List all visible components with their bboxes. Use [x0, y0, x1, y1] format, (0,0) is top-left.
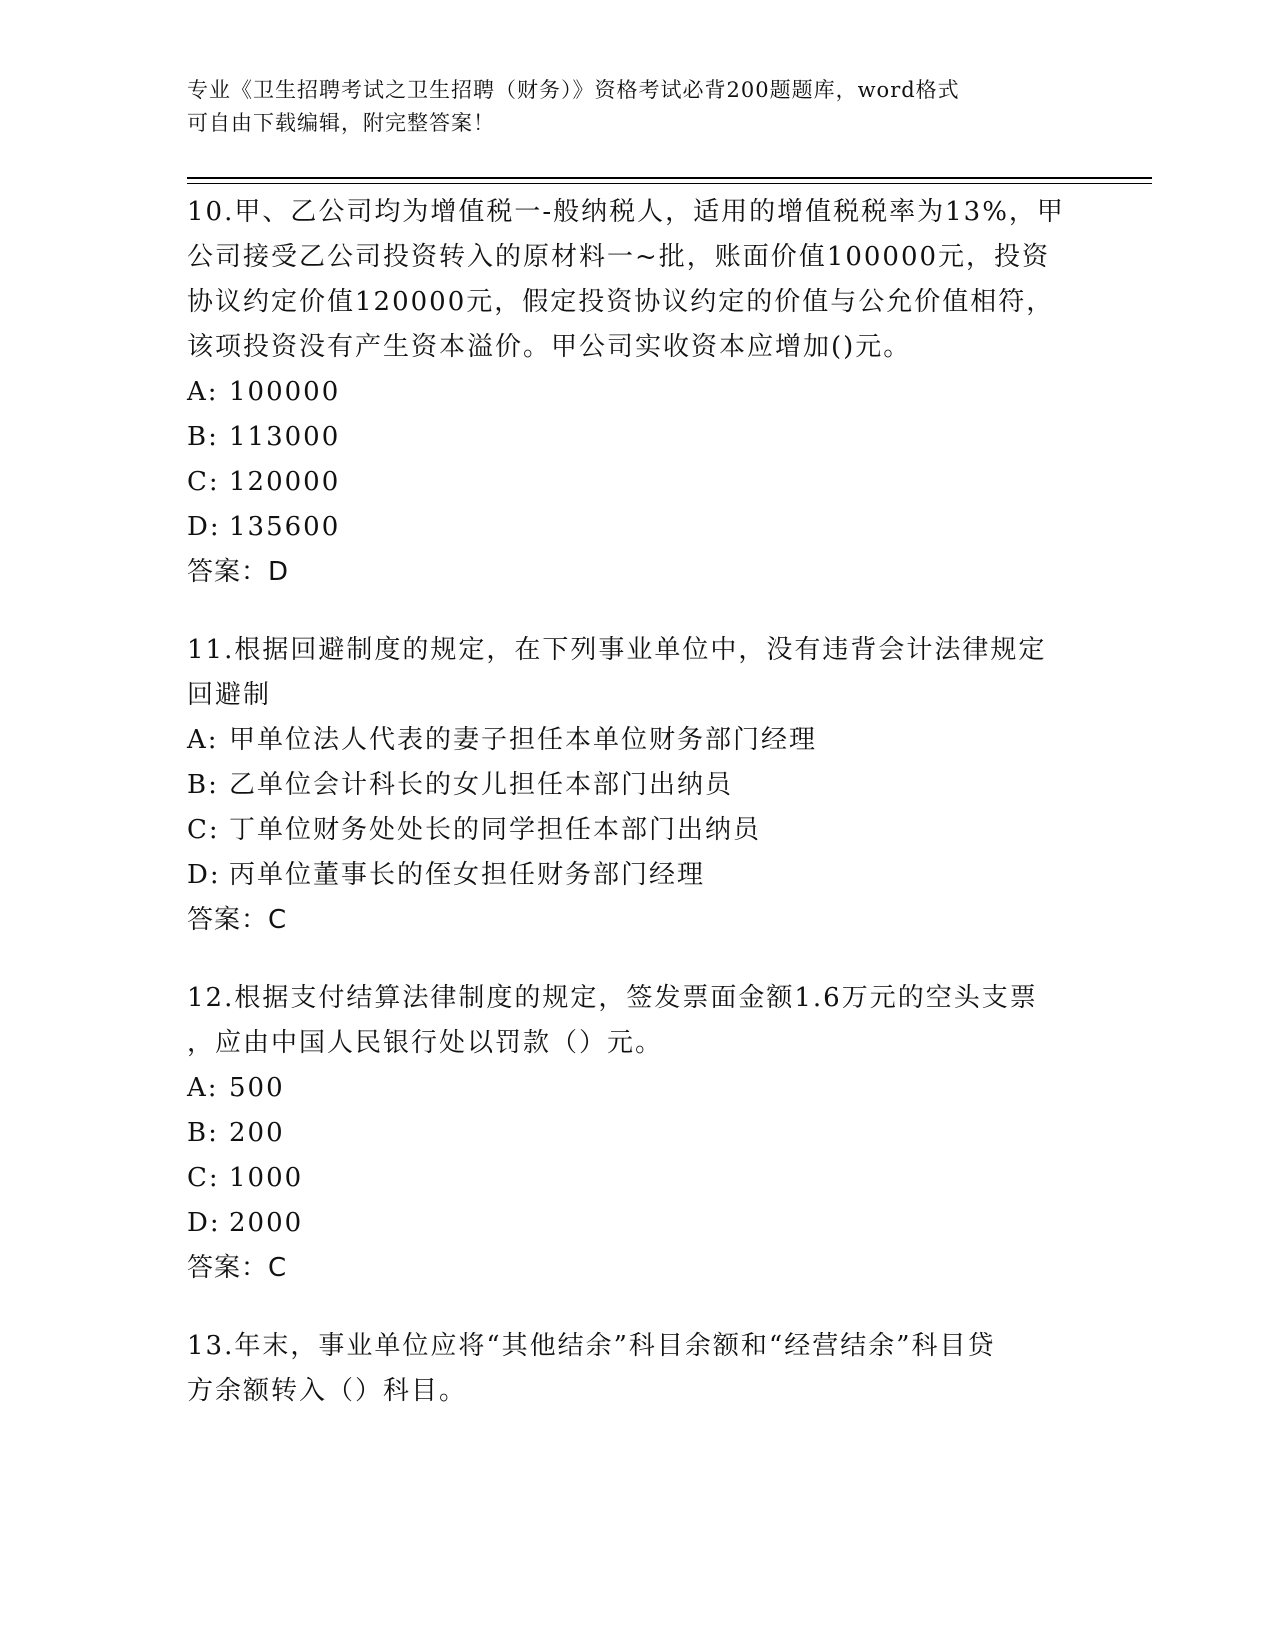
option-key: C: [187, 1163, 220, 1193]
option-text: 100000 [229, 377, 341, 407]
option-key: C: [187, 467, 220, 497]
option-text: 甲单位法人代表的妻子担任本单位财务部门经理 [229, 725, 818, 755]
question-text: 10.甲、乙公司均为增值税一-般纳税人，适用的增值税税率为13%，甲 [187, 197, 1065, 227]
question-text: 12.根据支付结算法律制度的规定，签发票面金额1.6万元的空头支票 [187, 983, 1038, 1013]
option-text: 500 [229, 1073, 285, 1103]
option-key: D: [187, 1208, 221, 1238]
question-13 [187, 1324, 1087, 1414]
question-text: 公司接受乙公司投资转入的原材料一~批，账面价值100000元，投资 [187, 242, 1051, 272]
option-key: D: [187, 860, 221, 890]
question-text: 回避制 [187, 680, 272, 710]
question-text: 该项投资没有产生资本溢价。甲公司实收资本应增加()元。 [187, 332, 912, 362]
question-text: 协议约定价值120000元，假定投资协议约定的价值与公允价值相符， [187, 287, 1055, 317]
header-line-2: 可自由下载编辑，附完整答案！ [187, 111, 495, 135]
document-header [187, 74, 1077, 140]
option-key: A: [187, 725, 219, 755]
option-text: 丙单位董事长的侄女担任财务部门经理 [229, 860, 706, 890]
question-11 [187, 628, 1087, 943]
question-text: 方余额转入（）科目。 [187, 1376, 468, 1406]
option-text: 113000 [229, 422, 341, 452]
question-text: ，应由中国人民银行处以罚款（）元。 [187, 1028, 664, 1058]
option-b [187, 1111, 1087, 1156]
option-d [187, 505, 1087, 550]
option-key: B: [187, 422, 219, 452]
option-text: 丁单位财务处处长的同学担任本部门出纳员 [229, 815, 762, 845]
question-12 [187, 976, 1087, 1291]
option-c [187, 1156, 1087, 1201]
option-a [187, 1066, 1087, 1111]
question-10 [187, 190, 1087, 595]
question-text: 13.年末，事业单位应将“其他结余”科目余额和“经营结余”科目贷 [187, 1331, 996, 1361]
header-divider-thick [187, 177, 1152, 179]
option-text: 1000 [229, 1163, 304, 1193]
option-d [187, 853, 1087, 898]
option-key: B: [187, 1118, 219, 1148]
option-key: B: [187, 770, 219, 800]
option-c [187, 460, 1087, 505]
question-list [187, 190, 1087, 1447]
option-key: A: [187, 377, 219, 407]
option-text: 120000 [229, 467, 341, 497]
option-a [187, 718, 1087, 763]
option-a [187, 370, 1087, 415]
option-c [187, 808, 1087, 853]
answer-line: 答案：C [187, 905, 288, 935]
option-text: 135600 [229, 512, 341, 542]
option-text: 2000 [229, 1208, 304, 1238]
option-key: D: [187, 512, 221, 542]
option-key: A: [187, 1073, 219, 1103]
option-key: C: [187, 815, 220, 845]
option-b [187, 415, 1087, 460]
option-text: 200 [229, 1118, 285, 1148]
question-text: 11.根据回避制度的规定，在下列事业单位中，没有违背会计法律规定 [187, 635, 1047, 665]
option-d [187, 1201, 1087, 1246]
answer-line: 答案：C [187, 1253, 288, 1283]
header-line-1: 专业《卫生招聘考试之卫生招聘（财务）》资格考试必背200题题库，word格式 [187, 78, 960, 102]
option-b [187, 763, 1087, 808]
option-text: 乙单位会计科长的女儿担任本部门出纳员 [229, 770, 734, 800]
answer-line: 答案：D [187, 557, 290, 587]
header-divider-thin [187, 183, 1152, 184]
